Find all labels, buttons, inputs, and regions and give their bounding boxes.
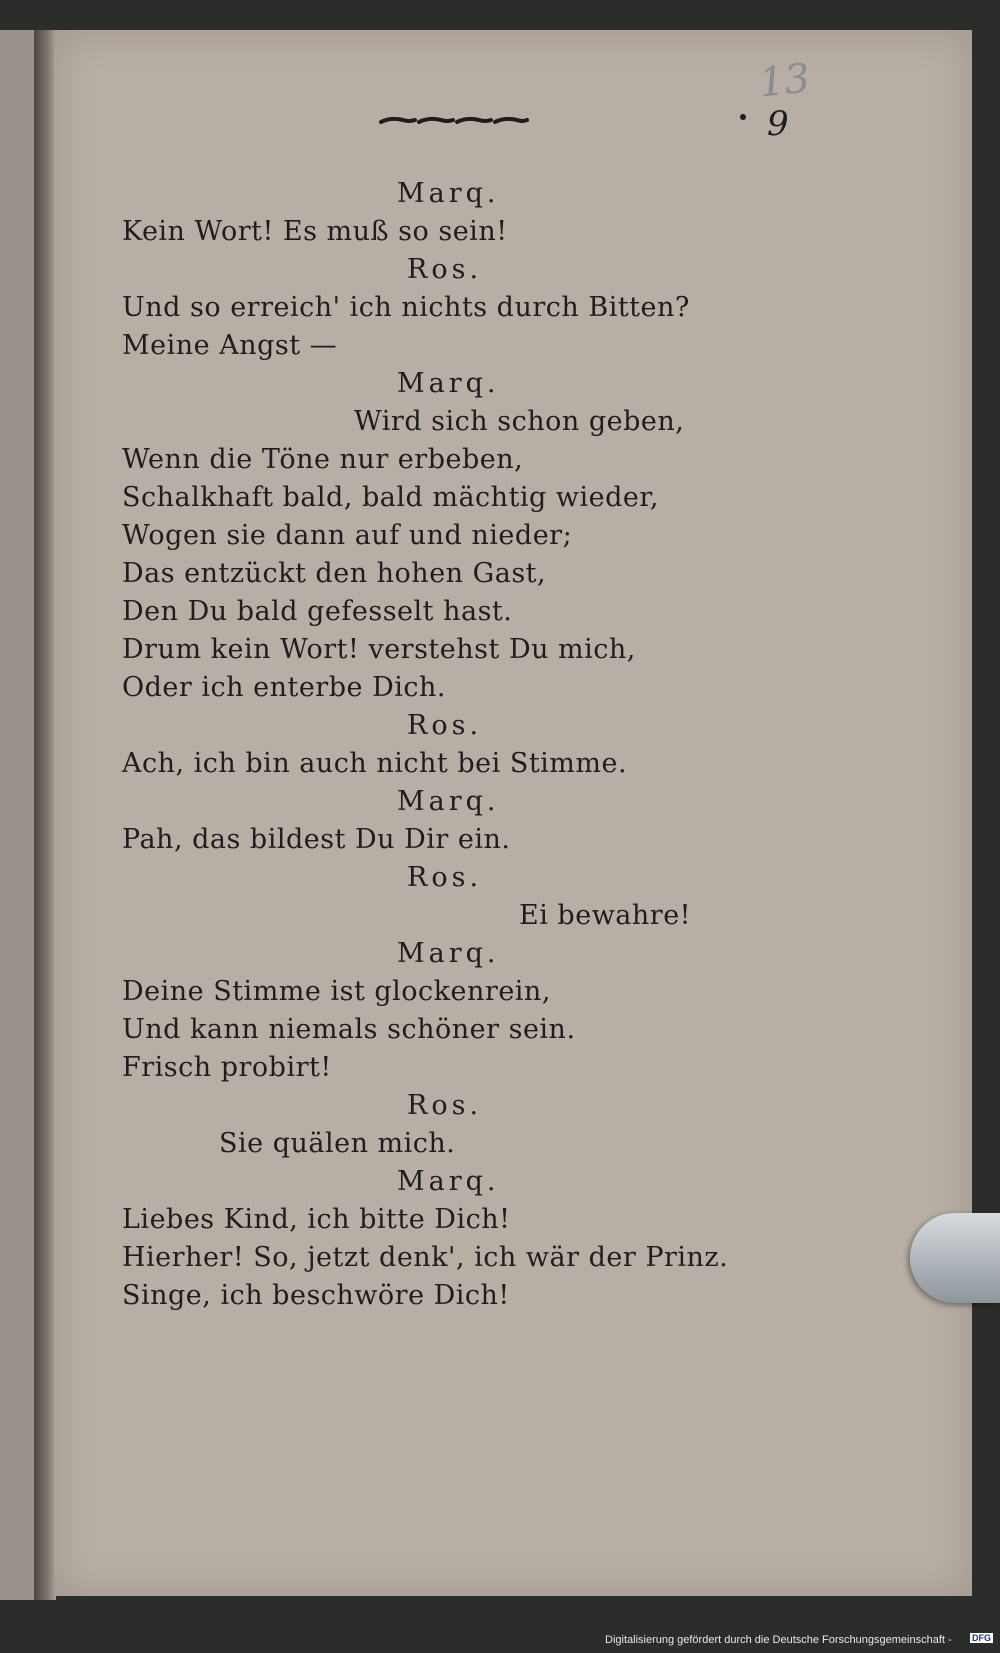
speaker-label: Ros.	[407, 710, 483, 741]
verse-line: Singe, ich beschwöre Dich!	[122, 1280, 510, 1311]
speaker-label: Marq.	[397, 178, 500, 209]
verse-line: Oder ich enterbe Dich.	[122, 672, 446, 703]
dfg-logo: DFG	[972, 1633, 991, 1643]
speaker-label: Ros.	[407, 1090, 483, 1121]
digitization-credit: Digitalisierung gefördert durch die Deutsche Forschungsgemeinschaft -	[605, 1634, 952, 1646]
verse-line: Das entzückt den hohen Gast,	[122, 558, 547, 589]
verse-line: Ach, ich bin auch nicht bei Stimme.	[122, 748, 628, 779]
speaker-label: Ros.	[407, 254, 483, 285]
speaker-label: Ros.	[407, 862, 483, 893]
verse-line: Den Du bald gefesselt hast.	[122, 596, 513, 627]
page-dot	[740, 114, 746, 120]
verse-line: Und kann niemals schöner sein.	[122, 1014, 576, 1045]
verse-line: Deine Stimme ist glockenrein,	[122, 976, 551, 1007]
verse-line: Pah, das bildest Du Dir ein.	[122, 824, 511, 855]
book-page	[54, 30, 972, 1596]
verse-line: Und so erreich' ich nichts durch Bitten?	[122, 292, 690, 323]
verse-line: Sie quälen mich.	[219, 1128, 456, 1159]
verse-line: Frisch probirt!	[122, 1052, 332, 1083]
verse-line: Meine Angst —	[122, 330, 338, 361]
ornament-rule	[379, 116, 529, 126]
speaker-label: Marq.	[397, 938, 500, 969]
verse-line: Liebes Kind, ich bitte Dich!	[122, 1204, 511, 1235]
verse-line: Wenn die Töne nur erbeben,	[122, 444, 524, 475]
verse-line: Wird sich schon geben,	[354, 406, 685, 437]
speaker-label: Marq.	[397, 1166, 500, 1197]
book-spine	[34, 30, 56, 1600]
speaker-label: Marq.	[397, 368, 500, 399]
pencil-annotation: 13	[756, 55, 813, 107]
verse-line: Drum kein Wort! verstehst Du mich,	[122, 634, 636, 665]
verse-line: Kein Wort! Es muß so sein!	[122, 216, 508, 247]
page-number: 9	[767, 104, 789, 144]
speaker-label: Marq.	[397, 786, 500, 817]
verse-line: Wogen sie dann auf und nieder;	[122, 520, 573, 551]
verse-line: Schalkhaft bald, bald mächtig wieder,	[122, 482, 659, 513]
verse-line: Ei bewahre!	[519, 900, 692, 931]
page-clip	[910, 1213, 1000, 1303]
verse-line: Hierher! So, jetzt denk', ich wär der Prinz.	[122, 1242, 729, 1273]
